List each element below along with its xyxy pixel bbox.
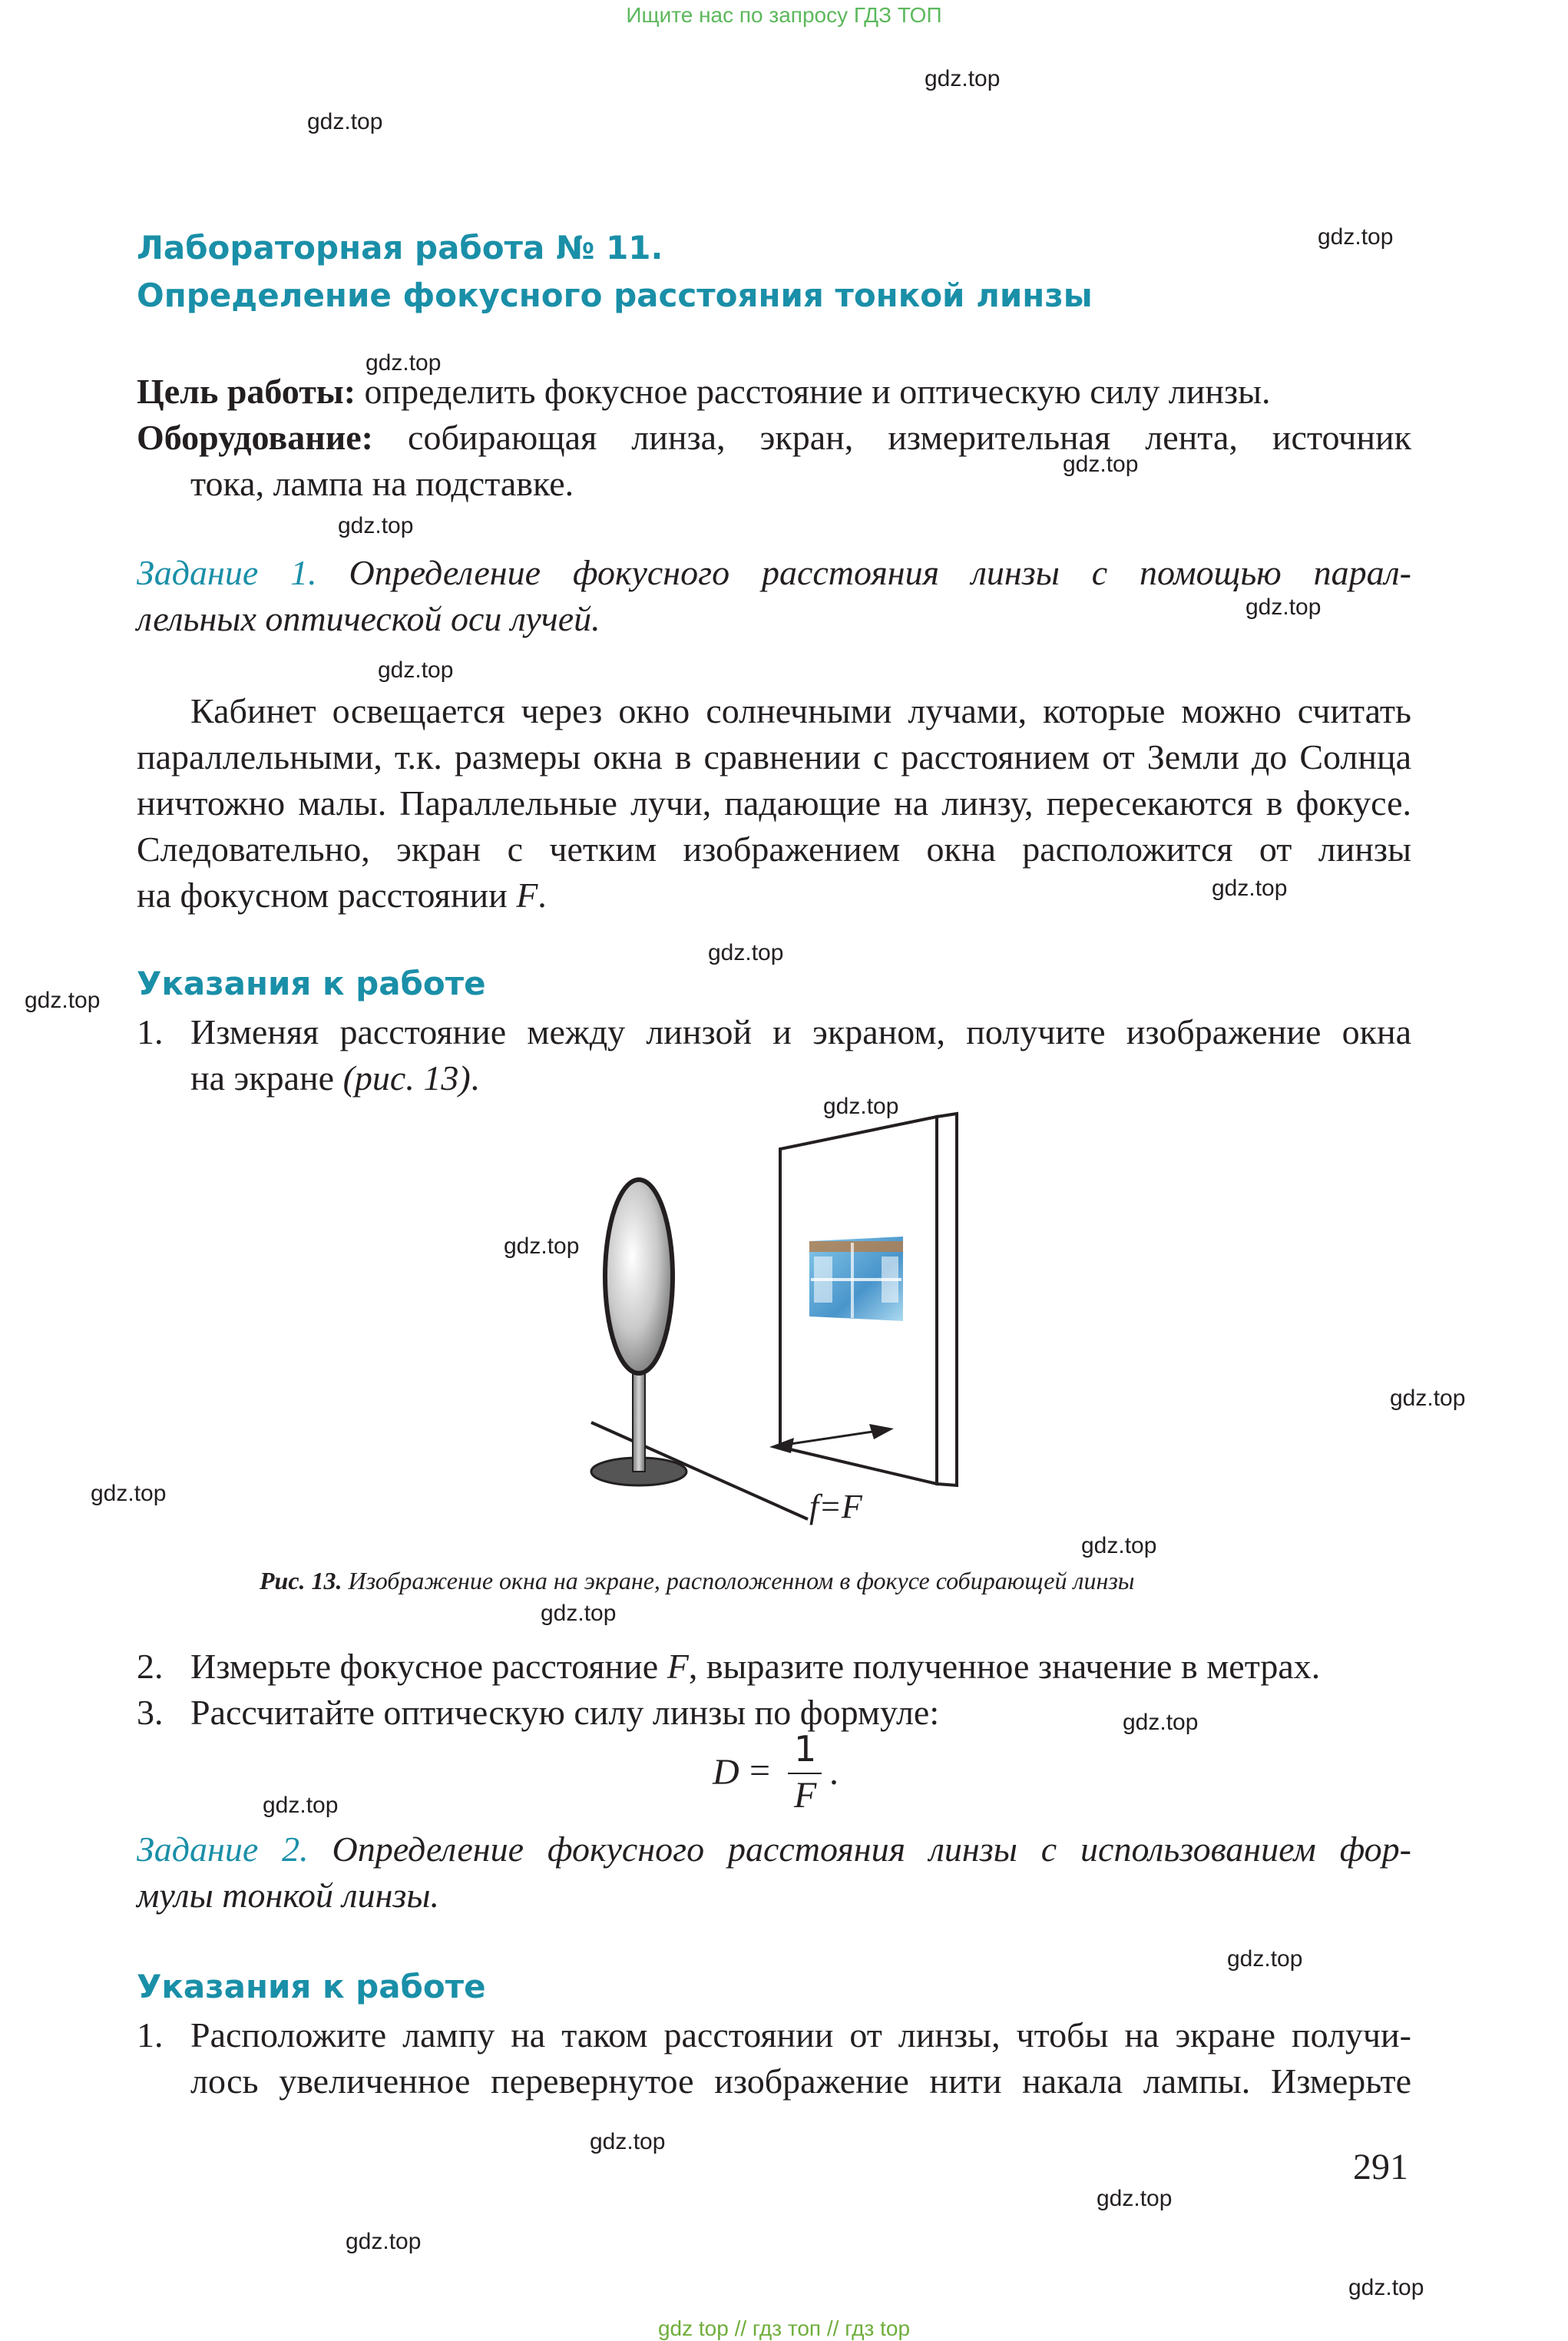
equipment-text: собирающая линза, экран, измерительная лента, источник bbox=[372, 418, 1411, 457]
list-text: Рассчитайте оптическую силу линзы по формуле: bbox=[190, 1693, 940, 1732]
watermark: gdz.top bbox=[378, 657, 454, 683]
formula-period: . bbox=[829, 1752, 839, 1793]
goal-label: Цель работы: bbox=[137, 372, 356, 411]
paragraph-period: . bbox=[538, 876, 547, 915]
watermark: gdz.top bbox=[504, 1233, 580, 1259]
watermark: gdz.top bbox=[366, 350, 442, 376]
task2-text: Определение фокусного расстояния линзы с использованием фор- bbox=[308, 1829, 1411, 1869]
watermark: gdz.top bbox=[346, 2229, 422, 2254]
lens-screen-figure bbox=[538, 1106, 1075, 1536]
window-image bbox=[809, 1237, 903, 1321]
list-number: 2. bbox=[137, 1647, 164, 1686]
task1-text: Определение фокусного расстояния линзы с помощью парал- bbox=[316, 553, 1411, 592]
task2-line-1 bbox=[137, 1826, 1411, 1872]
list-text-continued: лось увеличенное перевернутое изображение нити накала лампы. Измерьте bbox=[190, 2061, 1411, 2101]
equipment-line-1 bbox=[137, 415, 1411, 461]
list-number: 1. bbox=[137, 1012, 164, 1051]
list-text: Изменяя расстояние между линзой и экраном, получите изображение окна bbox=[190, 1012, 1411, 1051]
formula-lhs: D bbox=[713, 1752, 739, 1793]
list-text-part: Измерьте фокусное расстояние bbox=[190, 1647, 667, 1686]
formula-denominator: F bbox=[794, 1775, 817, 1816]
list-text-part: , выразите полученное значение в метрах. bbox=[688, 1647, 1321, 1686]
lens bbox=[605, 1180, 673, 1373]
top-banner[interactable]: Ищите нас по запросу ГДЗ ТОП bbox=[626, 3, 942, 27]
formula-equals: = bbox=[749, 1750, 771, 1791]
task1-label: Задание 1. bbox=[137, 553, 317, 592]
task2-line-2: мулы тонкой линзы. bbox=[137, 1876, 440, 1915]
watermark: gdz.top bbox=[1212, 876, 1288, 901]
figure-reference: (рис. 13) bbox=[342, 1058, 471, 1098]
page-number: 291 bbox=[1353, 2147, 1408, 2187]
task1-line-2: лельных оптической оси лучей. bbox=[137, 599, 600, 638]
watermark: gdz.top bbox=[1123, 1710, 1199, 1735]
list-text-continued bbox=[190, 1055, 1411, 1101]
watermark: gdz.top bbox=[708, 940, 784, 965]
lens-stand bbox=[591, 1367, 686, 1485]
focal-symbol: F bbox=[516, 876, 538, 915]
watermark: gdz.top bbox=[1245, 594, 1322, 620]
list-text: Расположите лампу на таком расстоянии от линзы, чтобы на экране получи- bbox=[190, 2015, 1411, 2055]
lab-subtitle: Определение фокусного расстояния тонкой линзы bbox=[137, 276, 1093, 314]
figure-caption bbox=[260, 1567, 1134, 1595]
task2-label: Задание 2. bbox=[137, 1829, 309, 1869]
focal-symbol: F bbox=[667, 1647, 689, 1686]
paragraph-text: на фокусном расстоянии bbox=[137, 876, 517, 915]
watermark: gdz.top bbox=[1390, 1386, 1466, 1411]
watermark: gdz.top bbox=[823, 1094, 899, 1119]
list-period: . bbox=[470, 1058, 480, 1098]
instructions-heading: Указания к работе bbox=[137, 1968, 486, 2005]
equipment-line-2: тока, лампа на подставке. bbox=[190, 464, 574, 503]
watermark: gdz.top bbox=[1318, 224, 1394, 250]
watermark: gdz.top bbox=[1063, 452, 1139, 477]
task1-line-1 bbox=[137, 550, 1411, 596]
formula bbox=[710, 1728, 863, 1817]
paragraph-line-5 bbox=[137, 872, 1411, 919]
lab-title: Лабораторная работа № 11. bbox=[137, 229, 663, 267]
list-text bbox=[190, 1644, 1411, 1690]
footer-links[interactable]: gdz top // гдз топ // гдз top bbox=[657, 2316, 911, 2340]
watermark: gdz.top bbox=[925, 66, 1001, 91]
watermark: gdz.top bbox=[91, 1481, 167, 1506]
watermark: gdz.top bbox=[1081, 1533, 1157, 1558]
instructions-heading: Указания к работе bbox=[137, 965, 486, 1002]
watermark: gdz.top bbox=[1348, 2275, 1424, 2300]
goal-text: определить фокусное расстояние и оптическую силу линзы. bbox=[356, 372, 1271, 411]
formula-numerator: 1 bbox=[794, 1728, 817, 1770]
paragraph-line-2: параллельными, т.к. размеры окна в сравнении с расстоянием от Земли до Солнца bbox=[137, 737, 1411, 776]
list-text: на экране bbox=[190, 1058, 343, 1098]
paragraph-line-4: Следовательно, экран с четким изображением окна расположится от линзы bbox=[137, 829, 1411, 869]
watermark: gdz.top bbox=[338, 513, 414, 538]
watermark: gdz.top bbox=[1097, 2186, 1173, 2211]
watermark: gdz.top bbox=[263, 1793, 339, 1818]
paragraph-line-3: ничтожно малы. Параллельные лучи, падающие на линзу, пересекаются в фокусе. bbox=[137, 783, 1411, 823]
watermark: gdz.top bbox=[25, 988, 101, 1013]
watermark: gdz.top bbox=[590, 2129, 666, 2154]
list-number: 1. bbox=[137, 2015, 164, 2055]
watermark: gdz.top bbox=[1227, 1946, 1303, 1972]
paragraph-line-1: Кабинет освещается через окно солнечными лучами, которые можно считать bbox=[190, 691, 1411, 730]
distance-label: f=F bbox=[809, 1488, 862, 1525]
caption-text: Изображение окна на экране, расположенном в фокусе собирающей линзы bbox=[342, 1567, 1135, 1594]
goal-line bbox=[137, 369, 1411, 415]
watermark: gdz.top bbox=[541, 1601, 617, 1626]
watermark: gdz.top bbox=[307, 109, 383, 134]
equipment-label: Оборудование: bbox=[137, 418, 373, 457]
caption-label: Рис. 13. bbox=[260, 1567, 342, 1594]
list-number: 3. bbox=[137, 1693, 164, 1732]
